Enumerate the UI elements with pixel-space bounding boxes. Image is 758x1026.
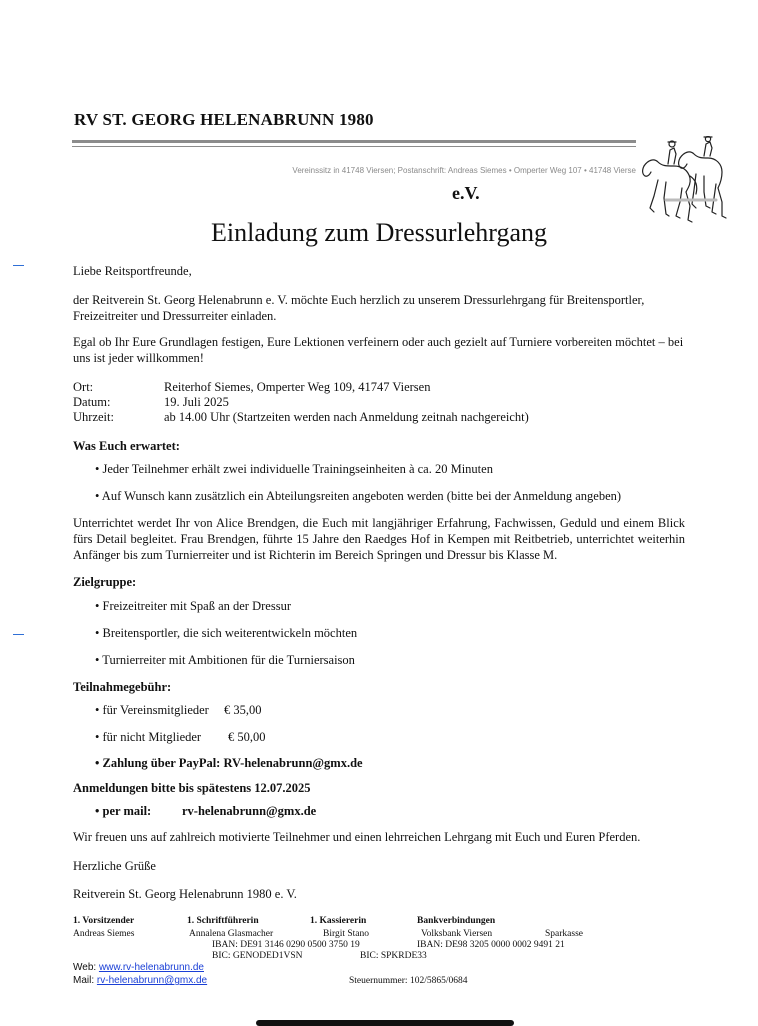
footer-chair-title: 1. Vorsitzender bbox=[73, 916, 135, 926]
list-item: • Freizeitreiter mit Spaß an der Dressur bbox=[95, 599, 291, 613]
club-legal-form: e.V. bbox=[452, 183, 480, 203]
instructor-paragraph: Unterrichtet werdet Ihr von Alice Brendgen, die Euch mit langjähriger Erfahrung, Fachwissen, Geduld und einem Blick fürs Detail begleitet. Frau Brendgen, führte 15 Jahre den Raedges Hof in Kempen mit Reitbetrieb, unterrichtet weiterhin Anfänger bis zum Turnierreiter und ist Richterin im Bereich Springen und Dressur bis Klasse M. bbox=[73, 516, 685, 562]
footer-tax-number: Steuernummer: 102/5865/0684 bbox=[349, 976, 468, 986]
footer-bank2-bic: BIC: SPKRDE33 bbox=[360, 951, 427, 961]
detail-label: Ort: bbox=[73, 380, 94, 394]
fee-members bbox=[95, 702, 262, 718]
detail-label: Uhrzeit: bbox=[73, 410, 114, 424]
regards: Herzliche Grüße bbox=[73, 859, 156, 873]
mail-label: Mail: bbox=[73, 975, 97, 986]
footer-bank2-name: Sparkasse bbox=[545, 929, 583, 939]
web-label: Web: bbox=[73, 962, 99, 973]
home-indicator[interactable] bbox=[256, 1020, 514, 1026]
greeting: Liebe Reitsportfreunde, bbox=[73, 264, 192, 278]
intro-paragraph-2: Egal ob Ihr Eure Grundlagen festigen, Eure Lektionen verfeinern oder auch gezielt auf Turniere vorbereiten möchtet – bei uns ist jeder willkommen! bbox=[73, 335, 684, 365]
detail-row-date bbox=[73, 394, 229, 410]
registration-heading: Anmeldungen bitte bis spätestens 12.07.2025 bbox=[73, 781, 311, 795]
closing-text: Wir freuen uns auf zahlreich motivierte Teilnehmer und einen lehrreichen Lehrgang mit Euch und Euren Pferden. bbox=[73, 830, 641, 844]
footer-bank1-name: Volksbank Viersen bbox=[421, 929, 493, 939]
detail-value: 19. Juli 2025 bbox=[164, 395, 229, 409]
club-name: RV ST. GEORG HELENABRUNN 1980 bbox=[74, 110, 374, 129]
fee-label: • für Vereinsmitglieder bbox=[95, 703, 209, 717]
intro-paragraph: der Reitverein St. Georg Helenabrunn e. V. möchte Euch herzlich zu unserem Dressurlehrgang für Breitensportler, Freizeitreiter und Dressurreiter einladen. bbox=[73, 293, 645, 323]
fee-nonmembers bbox=[95, 729, 266, 745]
fee-price: € 35,00 bbox=[224, 703, 262, 717]
fee-price: € 50,00 bbox=[228, 730, 266, 744]
footer-bank1-iban: IBAN: DE91 3146 0290 0500 3750 19 bbox=[212, 940, 360, 950]
dressage-riders-logo bbox=[636, 136, 730, 228]
footer-mail bbox=[73, 975, 207, 987]
list-item: • Jeder Teilnehmer erhält zwei individuelle Trainingseinheiten à ca. 20 Minuten bbox=[95, 462, 493, 476]
registration-mail bbox=[95, 803, 316, 819]
footer-bank-title: Bankverbindungen bbox=[417, 916, 496, 926]
detail-row-time bbox=[73, 409, 529, 425]
footer-web bbox=[73, 962, 204, 974]
fee-paypal: • Zahlung über PayPal: RV-helenabrunn@gmx.de bbox=[95, 756, 363, 770]
footer-treasurer-name: Birgit Stano bbox=[323, 929, 370, 939]
footer-bank2-iban: IBAN: DE98 3205 0000 0002 9491 21 bbox=[417, 940, 565, 950]
mail-label: • per mail: bbox=[95, 804, 152, 818]
list-item: • Breitensportler, die sich weiterentwickeln möchten bbox=[95, 626, 358, 640]
signature: Reitverein St. Georg Helenabrunn 1980 e. V. bbox=[73, 887, 297, 901]
section-heading-expect: Was Euch erwartet: bbox=[73, 439, 180, 453]
footer-secretary-name: Annalena Glasmacher bbox=[189, 929, 274, 939]
detail-value: ab 14.00 Uhr (Startzeiten werden nach Anmeldung zeitnah nachgereicht) bbox=[164, 410, 529, 424]
margin-mark bbox=[13, 265, 24, 266]
footer-treasurer-title: 1. Kassiererin bbox=[310, 916, 367, 926]
header-rule-thick bbox=[72, 140, 636, 143]
list-item: • Turnierreiter mit Ambitionen für die Turniersaison bbox=[95, 653, 355, 667]
detail-label: Datum: bbox=[73, 395, 111, 409]
footer-chair-name: Andreas Siemes bbox=[73, 929, 135, 939]
detail-row-location bbox=[73, 379, 430, 395]
header-rule-thin bbox=[72, 146, 636, 147]
mail-value: rv-helenabrunn@gmx.de bbox=[182, 804, 317, 818]
club-address: Vereinssitz in 41748 Viersen; Postanschrift: Andreas Siemes • Omperter Weg 107 • 41748 Vierse bbox=[292, 166, 636, 175]
footer-bank1-bic: BIC: GENODED1VSN bbox=[212, 951, 303, 961]
fee-label: • für nicht Mitglieder bbox=[95, 730, 202, 744]
section-heading-fee: Teilnahmegebühr: bbox=[73, 680, 172, 694]
email-link[interactable]: rv-helenabrunn@gmx.de bbox=[96, 975, 208, 986]
document-title: Einladung zum Dressurlehrgang bbox=[211, 218, 547, 247]
section-heading-target: Zielgruppe: bbox=[73, 575, 137, 589]
detail-value: Reiterhof Siemes, Omperter Weg 109, 41747 Viersen bbox=[164, 380, 431, 394]
website-link[interactable]: www.rv-helenabrunn.de bbox=[98, 962, 204, 973]
footer-secretary-title: 1. Schriftführerin bbox=[187, 916, 259, 926]
margin-mark bbox=[13, 634, 24, 635]
list-item: • Auf Wunsch kann zusätzlich ein Abteilungsreiten angeboten werden (bitte bei der Anmeldung angeben) bbox=[95, 489, 622, 503]
